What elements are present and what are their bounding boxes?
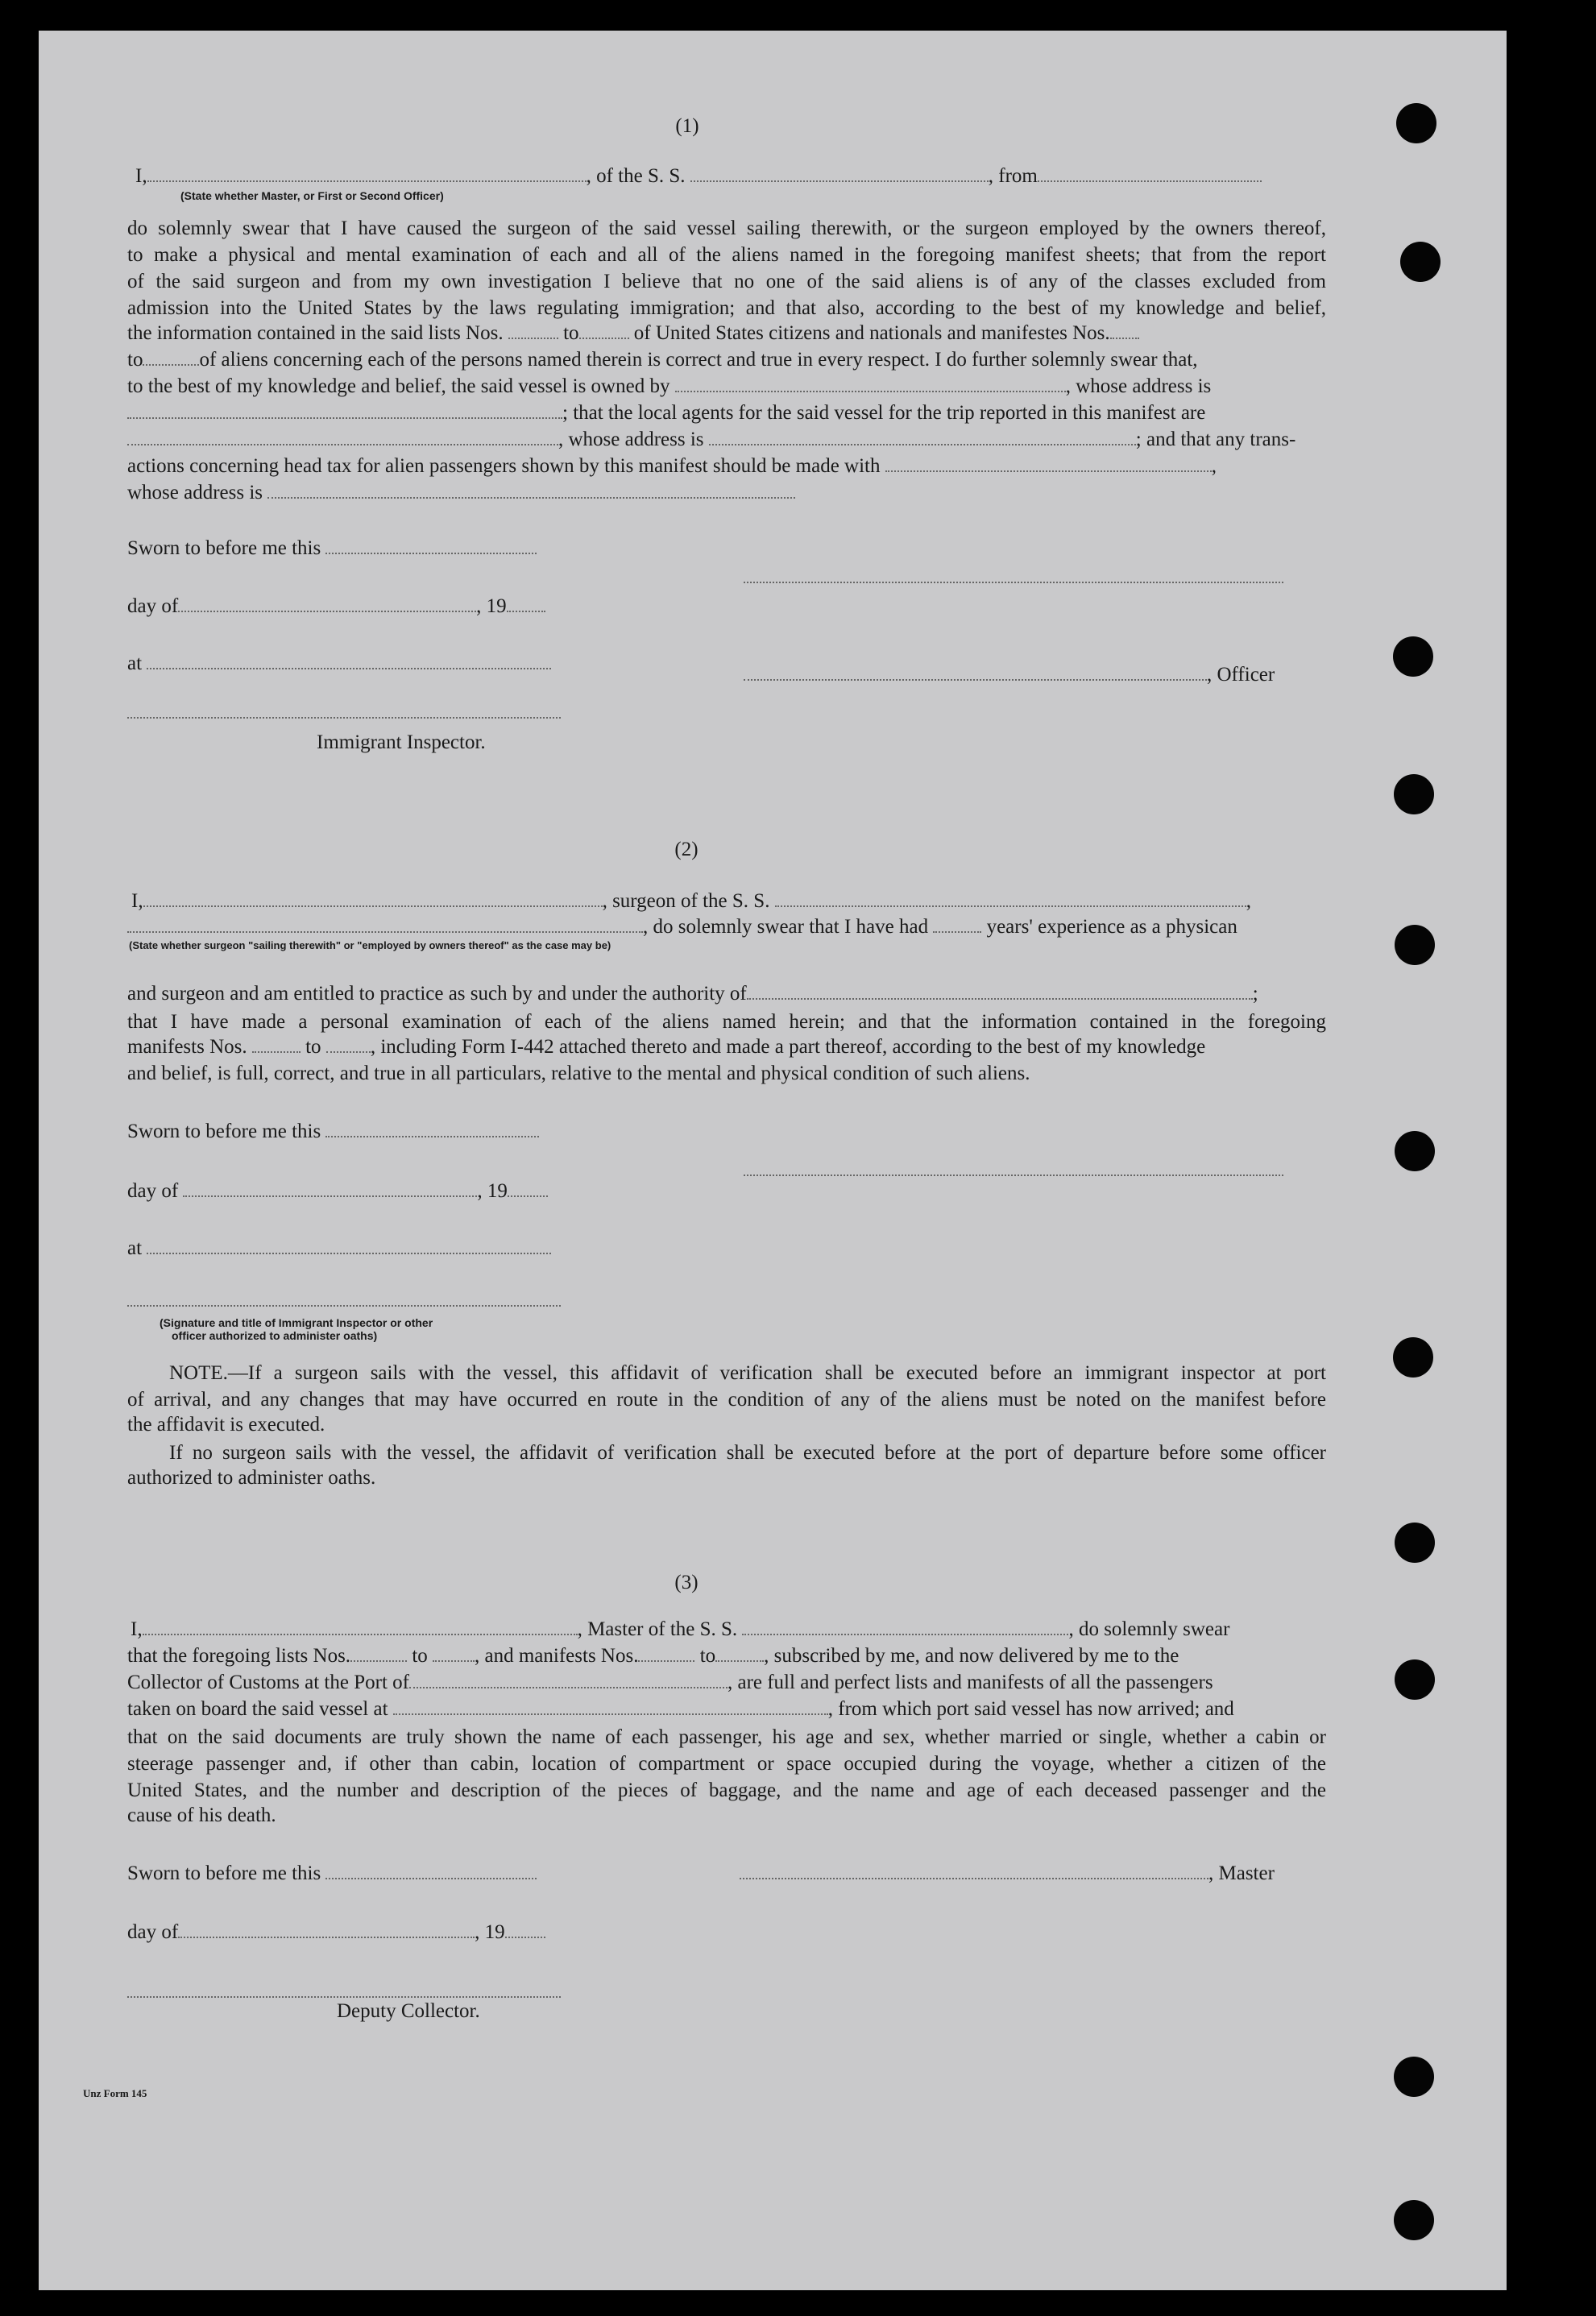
year-field[interactable] [507, 604, 545, 612]
sworn-date-field[interactable] [325, 546, 537, 554]
section-3-text-6: steerage passenger and, if other than cabin, location of compartment or space occupied during the voyage, whether a citizen of the [127, 1753, 1326, 1775]
day-line-2 [127, 1179, 548, 1204]
section-3-text-8: cause of his death. [127, 1804, 276, 1826]
section-3-line-4 [127, 1697, 1234, 1721]
text: actions concerning head tax for alien passengers shown by this manifest should be made with [127, 455, 881, 477]
master-line [740, 1862, 1275, 1886]
text: and surgeon and am entitled to practice as such by and under the authority of [127, 983, 747, 1005]
surgeon-name-field[interactable] [143, 899, 603, 907]
day-field[interactable] [178, 1930, 475, 1938]
lists-from-field[interactable] [508, 331, 558, 339]
text: , are full and perfect lists and manifests of all the passengers [727, 1672, 1213, 1693]
section-1-line-11 [127, 481, 795, 505]
surgeon-note: (State whether surgeon "sailing therewith" or "employed by owners thereof" as the case may be) [129, 939, 611, 951]
form-page [39, 31, 1507, 2290]
head-tax-address-field[interactable] [267, 491, 795, 499]
text: to [127, 349, 143, 371]
binder-hole [1395, 1523, 1435, 1563]
text: , and manifests Nos. [475, 1645, 639, 1667]
section-1-line-5 [127, 321, 1326, 346]
head-tax-field[interactable] [885, 464, 1212, 472]
text: the information contained in the said lists Nos. [127, 322, 504, 344]
sworn-line-2 [127, 1120, 539, 1144]
day-line-3 [127, 1920, 545, 1945]
signature-note-2: officer authorized to administer oaths) [172, 1329, 378, 1342]
text: Collector of Customs at the Port of [127, 1672, 409, 1693]
text: day of [127, 1921, 179, 1943]
binder-hole [1395, 925, 1435, 965]
name-field[interactable] [147, 174, 587, 182]
text: Sworn to before me this [127, 1862, 321, 1884]
section-2-line-2 [127, 915, 1237, 939]
text: to the best of my knowledge and belief, the said vessel is owned by [127, 375, 670, 397]
text: I, [135, 165, 147, 187]
text: to [412, 1645, 428, 1667]
sworn-date-field[interactable] [325, 1871, 537, 1879]
signature-note-1: (Signature and title of Immigrant Inspector or other [160, 1316, 433, 1329]
at-line-2 [127, 1237, 551, 1261]
text: that the foregoing lists Nos. [127, 1645, 351, 1667]
manifests-from-field[interactable] [638, 1654, 694, 1662]
text: years' experience as a physican [986, 916, 1237, 938]
text: , do solemnly swear [1068, 1618, 1230, 1640]
section-1-line-7 [127, 375, 1211, 399]
note-text-5: authorized to administer oaths. [127, 1467, 376, 1489]
section-1-text-2: to make a physical and mental examination of each and all of the aliens named in the foregoing manifest sheets; that from the report [127, 244, 1326, 266]
section-1-line-1 [135, 164, 1262, 189]
binder-hole [1393, 1337, 1433, 1378]
text: to [563, 322, 579, 344]
manifests-to-field[interactable] [143, 358, 199, 366]
section-2-number: (2) [674, 839, 699, 860]
note-text-1: NOTE.—If a surgeon sails with the vessel, this affidavit of verification shall be executed before an immigrant inspector at port [169, 1362, 1326, 1384]
text: , Master of the S. S. [577, 1618, 738, 1640]
section-3-line-2 [127, 1644, 1179, 1668]
text: , [1211, 455, 1217, 477]
binder-hole [1395, 1131, 1435, 1171]
text: , whose address is [1065, 375, 1212, 397]
text: , whose address is [558, 429, 704, 450]
text: at [127, 653, 143, 674]
text: , Officer [1207, 664, 1275, 686]
authority-field[interactable] [747, 992, 1253, 1000]
text: manifests Nos. [127, 1036, 247, 1058]
text: ; [1252, 983, 1258, 1005]
text: whose address is [127, 482, 263, 503]
text: taken on board the said vessel at [127, 1698, 388, 1720]
from-field[interactable] [1038, 174, 1262, 182]
section-1-text-4: admission into the United States by the laws regulating immigration; and that also, according to the best of my knowledge and belief, [127, 297, 1326, 319]
text: to [305, 1036, 321, 1058]
text: Sworn to before me this [127, 1121, 321, 1142]
section-1-number: (1) [675, 115, 699, 137]
section-3-text-7: United States, and the number and description of the pieces of baggage, and the name and age of each deceased passenger and the [127, 1779, 1326, 1801]
section-1-text-3: of the said surgeon and from my own investigation I believe that no one of the said aliens is of any of the classes excluded from [127, 271, 1326, 292]
officer-signature-field[interactable] [744, 673, 1207, 681]
text: , 19 [476, 595, 507, 617]
text: ; and that any trans- [1135, 429, 1296, 450]
text: of aliens concerning each of the persons named therein is correct and true in every respect. I do further solemnly swear that, [199, 349, 1198, 371]
agents-address-field[interactable] [709, 437, 1136, 445]
section-1-line-8 [127, 401, 1205, 425]
note-text-3: the affidavit is executed. [127, 1414, 325, 1436]
master-name-field[interactable] [143, 1627, 578, 1635]
section-2-line-1: I, , surgeon of the S. S. , [131, 890, 1251, 912]
signature-line[interactable] [744, 582, 1283, 583]
text: day of [127, 595, 179, 617]
text: , of the S. S. [586, 165, 686, 187]
lists-to-field[interactable] [579, 331, 629, 339]
binder-hole [1394, 774, 1434, 814]
text: ; that the local agents for the said vessel for the trip reported in this manifest are [562, 402, 1206, 424]
at-field[interactable] [147, 1246, 551, 1254]
binder-hole [1396, 103, 1436, 143]
signature-line[interactable] [744, 1175, 1283, 1176]
officer-note: (State whether Master, or First or Second Officer) [180, 189, 444, 202]
binder-hole [1395, 1659, 1435, 1700]
agents-field[interactable] [127, 437, 558, 445]
note-text-2: of arrival, and any changes that may have occurred en route in the condition of any of the aliens must be noted on the manifest before [127, 1389, 1326, 1411]
text: day of [127, 1180, 179, 1202]
manifests-from-field[interactable] [252, 1045, 301, 1053]
years-field[interactable] [933, 925, 981, 933]
binder-hole [1400, 242, 1441, 282]
section-2-text-4: that I have made a personal examination of each of the aliens named herein; and that the information contained in the foregoing [127, 1011, 1326, 1033]
text: , subscribed by me, and now delivered by me to the [764, 1645, 1179, 1667]
text: to [699, 1645, 716, 1667]
master-signature-field[interactable] [740, 1871, 1208, 1879]
section-3-number: (3) [674, 1572, 699, 1593]
manifests-to-field[interactable] [326, 1045, 371, 1053]
text: , including Form I-442 attached thereto and made a part thereof, according to the best of my knowledge [370, 1036, 1206, 1058]
port-field[interactable] [409, 1680, 728, 1688]
text: of United States citizens and nationals and manifestes Nos. [633, 322, 1110, 344]
section-1-line-10 [127, 454, 1217, 479]
inspector-signature-line[interactable] [127, 1305, 561, 1307]
section-2-text-6: and belief, is full, correct, and true in all particulars, relative to the mental and physical condition of such aliens. [127, 1063, 1030, 1084]
manifests-to-field[interactable] [715, 1654, 764, 1662]
text: , do solemnly swear that I have had [643, 916, 929, 938]
text: , Master [1208, 1862, 1275, 1884]
sworn-date-field[interactable] [325, 1129, 539, 1137]
form-number: Unz Form 145 [83, 2087, 147, 2099]
immigrant-inspector-label: Immigrant Inspector. [317, 731, 486, 753]
binder-hole [1393, 636, 1433, 677]
owner-address-field[interactable] [127, 411, 562, 419]
vessel-field[interactable] [690, 174, 989, 182]
lists-to-field[interactable] [433, 1654, 475, 1662]
deputy-collector-label: Deputy Collector. [337, 2000, 480, 2022]
text: , 19 [477, 1180, 508, 1202]
section-3-text-5: that on the said documents are truly shown the name of each passenger, his age and sex, whether married or single, whether a cabin or [127, 1726, 1326, 1748]
day-line-1 [127, 595, 545, 619]
surgeon-type-field[interactable] [127, 925, 643, 933]
text: , from which port said vessel has now arrived; and [827, 1698, 1234, 1720]
section-1-line-6 [127, 348, 1198, 372]
sworn-line-3 [127, 1862, 537, 1886]
section-3-line-1 [131, 1618, 1229, 1642]
text: , 19 [475, 1921, 505, 1943]
section-3-line-3 [127, 1671, 1213, 1695]
boarded-at-field[interactable] [393, 1707, 828, 1715]
text: , from [988, 165, 1038, 187]
text: I, [131, 1618, 143, 1640]
collector-signature-line[interactable] [127, 1996, 561, 1998]
binder-hole [1394, 2057, 1434, 2097]
inspector-signature-line[interactable] [127, 717, 561, 719]
section-1-line-9 [127, 428, 1295, 452]
year-field[interactable] [505, 1930, 545, 1938]
day-field[interactable] [178, 604, 476, 612]
vessel-field[interactable] [742, 1627, 1068, 1635]
owner-field[interactable] [675, 384, 1066, 392]
text: at [127, 1237, 143, 1259]
note-text-4: If no surgeon sails with the vessel, the affidavit of verification shall be executed before at the port of departure before some officer [169, 1442, 1326, 1464]
at-field[interactable] [147, 661, 551, 669]
manifests-field[interactable] [1110, 331, 1139, 339]
section-2-line-3 [127, 982, 1258, 1006]
section-1-text-1: do solemnly swear that I have caused the surgeon of the said vessel sailing therewith, or the surgeon employed by the owners thereof, [127, 218, 1326, 239]
sworn-line-1 [127, 537, 537, 561]
text: I, [131, 890, 143, 912]
day-field[interactable] [183, 1189, 477, 1197]
lists-from-field[interactable] [350, 1654, 407, 1662]
binder-hole [1394, 2200, 1434, 2240]
vessel-field[interactable] [775, 899, 1246, 907]
officer-line [744, 663, 1275, 687]
text: Sworn to before me this [127, 537, 321, 559]
text: , surgeon of the S. S. [602, 890, 770, 912]
at-line-1 [127, 652, 551, 676]
year-field[interactable] [508, 1189, 548, 1197]
section-2-line-5 [127, 1035, 1205, 1059]
